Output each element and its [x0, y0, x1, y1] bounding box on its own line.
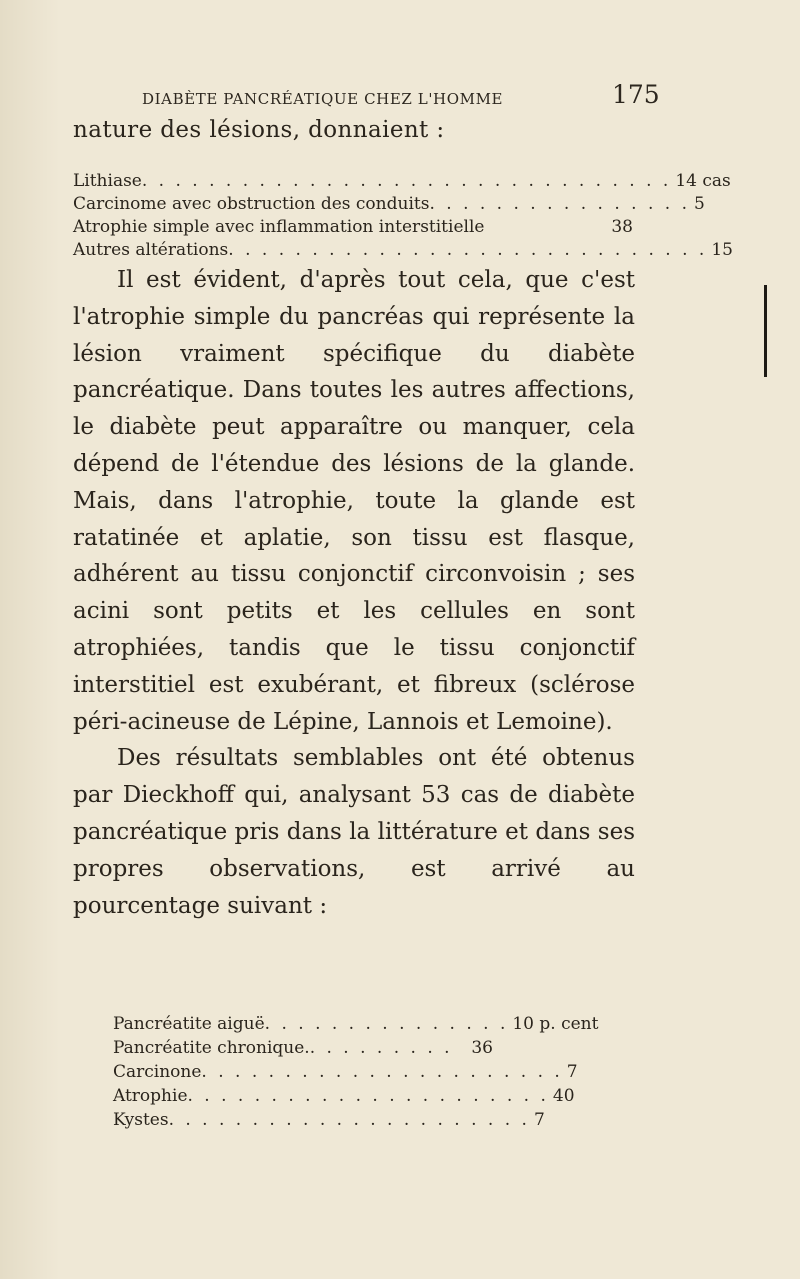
row-label: Kystes [113, 1110, 169, 1130]
row-value: 40 [552, 1086, 575, 1106]
paragraph: Des résultats semblables ont été obtenus par Dieckhoff qui, analysant 53 cas de diabète pancréatique pris dans la littérature et dans ses propres observations, est arrivé au pourcentage suivant : [73, 745, 635, 919]
table-row [113, 1036, 493, 1060]
body-text [73, 262, 635, 924]
paragraph: Il est évident, d'après tout cela, que c'est l'atrophie simple du pancréas qui représente la lésion vraiment spécifique du diabète pancréatique. Dans toutes les autres affections, le diabète peut apparaître ou manquer, cela dépend de l'étendue des lésions de la glande. Mais, dans l'atrophie, toute la glande est ratatinée et aplatie, son tissu est flasque, adhérent au tissu conjonctif circonvoisin ; ses acini sont petits et les cellules en sont atrophiées, tandis que le tissu conjonctif interstitiel est exubérant, et fibreux (sclérose péri-acineuse de Lépine, Lannois et Lemoine). [73, 267, 635, 735]
row-value: 38 [611, 217, 633, 237]
leader-dots: . . . . . . . . . . . . . . . . . . . . . . . . . . . . . [228, 240, 708, 260]
table-row [73, 216, 633, 239]
lesion-count-table [73, 170, 733, 262]
table-row [73, 170, 731, 193]
leader-dots: . . . . . . . . . . . . . . . [264, 1014, 509, 1034]
row-value: 15 [711, 240, 733, 260]
row-label: Carcinone [113, 1062, 202, 1082]
row-value: 7 [533, 1110, 545, 1130]
running-title: DIABÈTE PANCRÉATIQUE CHEZ L'HOMME [142, 90, 504, 108]
row-label: Atrophie [113, 1086, 188, 1106]
row-label: Pancréatite chronique. [113, 1038, 310, 1058]
row-label: Autres altérations [73, 240, 229, 260]
leader-dots: . . . . . . . . . . . . . . . . . . . . . . [187, 1086, 549, 1106]
page-number: 175 [612, 80, 660, 109]
table-row [73, 239, 733, 262]
leader-dots [484, 216, 607, 239]
row-value: 14 cas [675, 171, 731, 191]
table-row [113, 1012, 599, 1036]
row-label: Lithiase [73, 171, 142, 191]
table-row [113, 1108, 545, 1132]
row-value: 10 p. cent [512, 1014, 599, 1034]
row-label: Atrophie simple avec inflammation interstitielle [73, 217, 485, 237]
margin-mark [764, 285, 767, 377]
table-row [73, 193, 705, 216]
table-row [113, 1060, 578, 1084]
percentage-table [113, 1012, 599, 1132]
page-edge-shadow [0, 0, 60, 1279]
leader-dots: . . . . . . . . . . . . . . . . . . . . . . [168, 1110, 530, 1130]
lead-line: nature des lésions, donnaient : [73, 117, 445, 143]
row-value: 36 [471, 1038, 493, 1058]
row-label: Pancréatite aiguë [113, 1014, 265, 1034]
leader-dots: . . . . . . . . . . . . . . . . . . . . . . . . . . . . . . . . [141, 171, 672, 191]
leader-dots: . . . . . . . . . . . . . . . . [429, 194, 690, 214]
row-value: 5 [693, 194, 705, 214]
leader-dots: . . . . . . . . . . . . . . . . . . . . . . [201, 1062, 563, 1082]
row-value: 7 [566, 1062, 578, 1082]
row-label: Carcinome avec obstruction des conduits [73, 194, 430, 214]
table-row [113, 1084, 575, 1108]
leader-dots: . . . . . . . . . [309, 1038, 453, 1058]
